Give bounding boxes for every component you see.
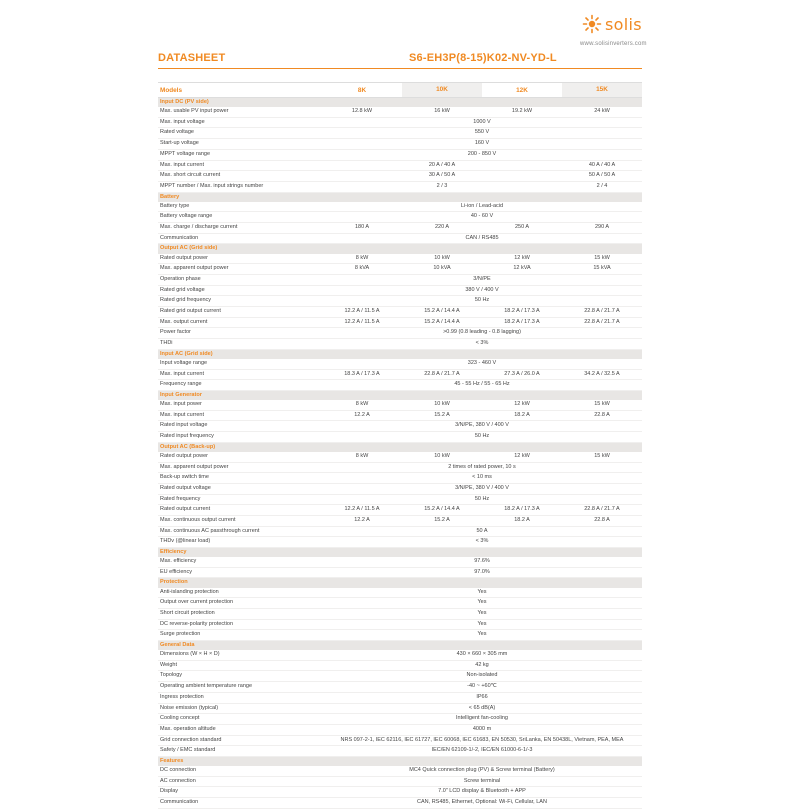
spec-label: MPPT voltage range — [160, 150, 211, 157]
spec-row — [158, 150, 642, 161]
spec-values — [322, 484, 642, 494]
spec-label: Start-up voltage — [160, 140, 199, 147]
spec-row — [158, 118, 642, 129]
spec-row — [158, 128, 642, 139]
spec-values — [322, 766, 642, 776]
spec-row — [158, 254, 642, 265]
spec-values — [322, 725, 642, 735]
spec-row — [158, 568, 642, 579]
spec-value: 550 V — [474, 129, 490, 136]
spec-row — [158, 421, 642, 432]
spec-value: 15.2 A / 14.4 A — [424, 318, 460, 325]
spec-label: Max. continuous AC passthrough current — [160, 527, 260, 534]
spec-value: 15.2 A — [434, 516, 450, 523]
spec-label: THDi — [160, 340, 173, 347]
spec-values — [322, 150, 642, 160]
spec-value: 19.2 kW — [511, 108, 533, 115]
spec-row — [158, 598, 642, 609]
spec-value: 3/N/PE, 380 V / 400 V — [455, 484, 509, 491]
spec-values — [322, 693, 642, 703]
spec-label: Weight — [160, 661, 178, 668]
model-col-15k: 15K — [562, 83, 642, 97]
spec-values — [322, 128, 642, 138]
spec-label: THDv (@linear load) — [160, 538, 211, 545]
spec-label: Rated output power — [160, 452, 209, 459]
spec-row — [158, 473, 642, 484]
spec-label: Topology — [160, 672, 183, 679]
spec-value: 323 - 460 V — [467, 359, 497, 366]
spec-row — [158, 275, 642, 286]
spec-value: 8 kW — [355, 400, 369, 407]
spec-label: Rated output voltage — [160, 484, 211, 491]
spec-row — [158, 400, 642, 411]
spec-row — [158, 650, 642, 661]
spec-row — [158, 495, 642, 506]
spec-value: Li-ion / Lead-acid — [460, 202, 504, 209]
section-header: Protection — [158, 578, 642, 587]
spec-label: Grid connection standard — [160, 736, 222, 743]
spec-values — [322, 746, 642, 756]
section-header: Battery — [158, 193, 642, 202]
spec-row — [158, 505, 642, 516]
spec-row — [158, 537, 642, 548]
spec-values — [322, 452, 642, 462]
spec-row — [158, 777, 642, 788]
section-header: Output AC (Grid side) — [158, 244, 642, 253]
spec-value: 18.2 A / 17.3 A — [504, 506, 540, 513]
spec-label: Max. usable PV input power — [160, 108, 229, 115]
spec-values — [322, 671, 642, 681]
spec-row — [158, 704, 642, 715]
spec-values — [322, 495, 642, 505]
spec-values — [322, 400, 642, 410]
spec-value: 180 A — [354, 224, 370, 231]
spec-label: Rated grid output current — [160, 307, 221, 314]
spec-row — [158, 339, 642, 350]
spec-value: < 3% — [475, 340, 489, 347]
spec-label: Max. apparent output power — [160, 265, 229, 272]
spec-value: 50 A / 50 A — [588, 172, 616, 179]
spec-value: 40 A / 40 A — [588, 161, 616, 168]
spec-value: Yes — [477, 599, 487, 606]
spec-values — [322, 161, 642, 171]
spec-values — [322, 307, 642, 317]
spec-row — [158, 725, 642, 736]
spec-label: Battery type — [160, 202, 190, 209]
spec-row — [158, 202, 642, 213]
spec-values — [322, 202, 642, 212]
spec-label: Rated frequency — [160, 495, 201, 502]
spec-value: 3/N/PE — [473, 275, 491, 282]
spec-value: 1000 V — [473, 118, 491, 125]
spec-row — [158, 746, 642, 757]
spec-values — [322, 328, 642, 338]
spec-values — [322, 620, 642, 630]
spec-row — [158, 766, 642, 777]
spec-label: Max. input current — [160, 370, 205, 377]
spec-values — [322, 537, 642, 547]
spec-value: Screw terminal — [463, 777, 501, 784]
spec-values — [322, 736, 642, 746]
spec-value: -40 ~ +60℃ — [467, 683, 497, 690]
spec-values — [322, 777, 642, 787]
section-header: Features — [158, 757, 642, 766]
spec-row — [158, 661, 642, 672]
spec-row — [158, 527, 642, 538]
spec-value: 12.2 A — [354, 516, 370, 523]
spec-label: Communication — [160, 234, 199, 241]
spec-value: 22.8 A — [594, 411, 610, 418]
spec-row — [158, 787, 642, 798]
spec-label: Safety / EMC standard — [160, 747, 216, 754]
spec-value: 12.2 A / 11.5 A — [344, 307, 380, 314]
spec-label: Max. input power — [160, 400, 202, 407]
spec-label: Output over current protection — [160, 599, 234, 606]
spec-value: Yes — [477, 620, 487, 627]
spec-value: 2 times of rated power, 10 s — [448, 463, 516, 470]
spec-label: Short circuit protection — [160, 609, 215, 616]
spec-value: 42 kg — [475, 661, 489, 668]
spec-value: 20 A / 40 A — [428, 161, 456, 168]
spec-value: 18.2 A / 17.3 A — [504, 307, 540, 314]
spec-label: DC connection — [160, 767, 197, 774]
spec-value: 15 kW — [594, 400, 610, 407]
model-col-12k: 12K — [516, 86, 528, 94]
website-url: www.solisinverters.com — [580, 41, 647, 47]
spec-value: 15.2 A / 14.4 A — [424, 307, 460, 314]
spec-values — [322, 598, 642, 608]
spec-value: 45 - 55 Hz / 55 - 65 Hz — [454, 381, 510, 388]
spec-value: 50 Hz — [474, 297, 490, 304]
spec-value: 430 × 660 × 305 mm — [456, 651, 508, 658]
spec-value: 7.0" LCD display & Bluetooth + APP — [438, 788, 526, 795]
spec-values — [322, 370, 642, 380]
spec-row — [158, 161, 642, 172]
spec-label: Frequency range — [160, 381, 202, 388]
spec-values — [322, 568, 642, 578]
spec-label: Back-up switch time — [160, 474, 209, 481]
spec-value: Non-isolated — [466, 672, 498, 679]
spec-value: 18.3 A / 17.3 A — [344, 370, 380, 377]
spec-values — [322, 682, 642, 692]
spec-value: 50 Hz — [474, 495, 490, 502]
spec-row — [158, 714, 642, 725]
spec-row — [158, 609, 642, 620]
spec-value: 40 - 60 V — [470, 213, 494, 220]
spec-value: 50 Hz — [474, 433, 490, 440]
spec-sections — [158, 98, 642, 809]
sun-icon — [582, 14, 602, 34]
spec-value: CAN, RS485, Ethernet, Optional: Wi-Fi, Cellular, LAN — [417, 799, 547, 806]
spec-label: Max. continuous output current — [160, 516, 236, 523]
spec-values — [322, 473, 642, 483]
spec-row — [158, 234, 642, 245]
spec-value: CAN / RS485 — [465, 234, 499, 241]
spec-row — [158, 264, 642, 275]
spec-value: 18.2 A — [514, 411, 530, 418]
spec-row — [158, 359, 642, 370]
model-col-10k: 10K — [402, 83, 482, 97]
spec-row — [158, 328, 642, 339]
spec-value: 18.2 A — [514, 516, 530, 523]
spec-label: Operating ambient temperature range — [160, 683, 253, 690]
spec-row — [158, 171, 642, 182]
models-header-row — [158, 82, 642, 98]
spec-values — [322, 139, 642, 149]
spec-value: < 65 dB(A) — [468, 704, 496, 711]
spec-label: AC connection — [160, 777, 196, 784]
spec-value: 22.8 A — [594, 516, 610, 523]
spec-value: 250 A — [514, 224, 530, 231]
spec-value: 290 A — [594, 224, 610, 231]
spec-value: 4000 m — [472, 725, 492, 732]
spec-row — [158, 736, 642, 747]
spec-value: 160 V — [474, 140, 490, 147]
spec-value: 8 kVA — [354, 265, 370, 272]
spec-value: 12.2 A / 11.5 A — [344, 318, 380, 325]
spec-value: 18.2 A / 17.3 A — [504, 318, 540, 325]
spec-values — [322, 318, 642, 328]
spec-value: 97.0% — [474, 568, 490, 575]
spec-value: >0.99 (0.8 leading - 0.8 lagging) — [443, 329, 521, 336]
spec-label: Communication — [160, 799, 199, 806]
spec-value: Yes — [477, 609, 487, 616]
spec-values — [322, 421, 642, 431]
spec-value: 3/N/PE, 380 V / 400 V — [455, 422, 509, 429]
spec-value: 22.8 A / 21.7 A — [584, 307, 620, 314]
spec-value: MC4 Quick connection plug (PV) & Screw terminal (Battery) — [409, 767, 555, 774]
spec-values — [322, 223, 642, 233]
solis-logo — [582, 14, 642, 34]
spec-value: 12 kVA — [513, 265, 531, 272]
spec-row — [158, 411, 642, 422]
spec-value: 380 V / 400 V — [465, 286, 499, 293]
spec-row — [158, 380, 642, 391]
spec-label: EU efficiency — [160, 568, 192, 575]
spec-value: 24 kW — [594, 108, 610, 115]
spec-value: < 10 ms — [472, 474, 492, 481]
spec-value: 30 A / 50 A — [428, 172, 456, 179]
spec-value: 15 kW — [594, 452, 610, 459]
spec-value: 15 kVA — [593, 265, 611, 272]
spec-row — [158, 452, 642, 463]
spec-value: NRS 097-2-1, IEC 62116, IEC 61727, IEC 60068, IEC 61683, EN 50530, SriLanka, EN 50438L, Vietnam, PEA, MEA — [340, 736, 624, 743]
spec-label: Input voltage range — [160, 359, 208, 366]
spec-value: 12.8 kW — [351, 108, 373, 115]
spec-value: 2 / 3 — [436, 182, 448, 189]
spec-value: 200 - 850 V — [467, 150, 497, 157]
spec-value: 15.2 A / 14.4 A — [424, 506, 460, 513]
spec-value: 97.6% — [474, 558, 490, 565]
spec-value: Yes — [477, 631, 487, 638]
spec-label: Max. input current — [160, 411, 205, 418]
spec-row — [158, 620, 642, 631]
spec-values — [322, 234, 642, 244]
spec-values — [322, 118, 642, 128]
spec-values — [322, 714, 642, 724]
spec-value: 50 A — [476, 527, 488, 534]
spec-value: 12 kW — [514, 452, 530, 459]
spec-values — [322, 254, 642, 264]
spec-value: 22.8 A / 21.7 A — [424, 370, 460, 377]
spec-values — [322, 516, 642, 526]
spec-row — [158, 432, 642, 443]
spec-value: 16 kW — [434, 108, 450, 115]
title-divider — [158, 68, 642, 69]
spec-label: Max. apparent output power — [160, 463, 229, 470]
spec-label: Rated grid frequency — [160, 297, 212, 304]
page-title: DATASHEET — [158, 52, 226, 64]
spec-value: 12.2 A / 11.5 A — [344, 506, 380, 513]
spec-label: Max. charge / discharge current — [160, 224, 238, 231]
spec-label: Rated output power — [160, 254, 209, 261]
spec-label: MPPT number / Max. input strings number — [160, 182, 264, 189]
spec-values — [322, 182, 642, 192]
spec-value: 15.2 A — [434, 411, 450, 418]
spec-value: 34.2 A / 32.5 A — [584, 370, 620, 377]
spec-values — [322, 463, 642, 473]
spec-row — [158, 463, 642, 474]
spec-value: 8 kW — [355, 254, 369, 261]
spec-label: Noise emission (typical) — [160, 704, 219, 711]
spec-value: 2 / 4 — [596, 182, 608, 189]
spec-row — [158, 107, 642, 118]
spec-label: Surge protection — [160, 631, 201, 638]
spec-value: 10 kW — [434, 452, 450, 459]
section-header: Input AC (Grid side) — [158, 350, 642, 359]
spec-value: 8 kW — [355, 452, 369, 459]
spec-values — [322, 661, 642, 671]
spec-values — [322, 212, 642, 222]
spec-value: Intelligent fan-cooling — [456, 715, 508, 722]
spec-label: Rated output current — [160, 506, 211, 513]
spec-label: Anti-islanding protection — [160, 588, 219, 595]
spec-row — [158, 139, 642, 150]
spec-values — [322, 630, 642, 640]
spec-row — [158, 307, 642, 318]
spec-label: Max. short circuit current — [160, 172, 221, 179]
spec-label: Max. efficiency — [160, 558, 197, 565]
spec-value: 12.2 A — [354, 411, 370, 418]
spec-value: 15 kW — [594, 254, 610, 261]
spec-row — [158, 318, 642, 329]
spec-row — [158, 296, 642, 307]
spec-value: 22.8 A / 21.7 A — [584, 506, 620, 513]
section-header: Efficiency — [158, 548, 642, 557]
spec-values — [322, 380, 642, 390]
spec-row — [158, 286, 642, 297]
spec-value: 220 A — [434, 224, 450, 231]
spec-values — [322, 296, 642, 306]
spec-row — [158, 182, 642, 193]
spec-row — [158, 671, 642, 682]
model-title: S6-EH3P(8-15)K02-NV-YD-L — [409, 52, 557, 64]
spec-label: Rated voltage — [160, 129, 194, 136]
spec-label: Max. input voltage — [160, 118, 205, 125]
spec-label: Display — [160, 788, 179, 795]
spec-label: Rated input voltage — [160, 422, 208, 429]
section-header: General Data — [158, 641, 642, 650]
spec-values — [322, 339, 642, 349]
spec-label: Operation phase — [160, 275, 201, 282]
spec-value: IEC/EN 62109-1/-2, IEC/EN 61000-6-1/-3 — [431, 747, 533, 754]
spec-value: 10 kVA — [433, 265, 451, 272]
spec-row — [158, 630, 642, 641]
spec-value: 22.8 A / 21.7 A — [584, 318, 620, 325]
spec-values — [322, 505, 642, 515]
model-col-8k: 8K — [357, 86, 367, 94]
spec-values — [322, 527, 642, 537]
spec-value: 10 kW — [434, 400, 450, 407]
spec-label: Max. input current — [160, 161, 205, 168]
spec-values — [322, 787, 642, 797]
spec-values — [322, 609, 642, 619]
spec-value: < 3% — [475, 538, 489, 545]
spec-label: Dimensions (W × H × D) — [160, 651, 220, 658]
spec-row — [158, 682, 642, 693]
spec-label: Rated grid voltage — [160, 286, 205, 293]
spec-label: Max. output current — [160, 318, 208, 325]
spec-label: Max. operation altitude — [160, 725, 216, 732]
spec-value: IP66 — [476, 693, 488, 700]
spec-row — [158, 557, 642, 568]
spec-value: 12 kW — [514, 254, 530, 261]
spec-values — [322, 704, 642, 714]
spec-row — [158, 223, 642, 234]
spec-values — [322, 107, 642, 117]
spec-row — [158, 370, 642, 381]
spec-row — [158, 693, 642, 704]
spec-values — [322, 411, 642, 421]
section-header: Output AC (Back-up) — [158, 443, 642, 452]
section-header: Input Generator — [158, 391, 642, 400]
spec-values — [322, 275, 642, 285]
spec-row — [158, 484, 642, 495]
spec-label: Cooling concept — [160, 715, 200, 722]
spec-label: Battery voltage range — [160, 213, 213, 220]
spec-label: Ingress protection — [160, 693, 204, 700]
spec-label: Rated input frequency — [160, 433, 214, 440]
spec-values — [322, 432, 642, 442]
spec-value: 12 kW — [514, 400, 530, 407]
section-header: Input DC (PV side) — [158, 98, 642, 107]
spec-values — [322, 650, 642, 660]
spec-values — [322, 264, 642, 274]
spec-value: Yes — [477, 588, 487, 595]
spec-values — [322, 557, 642, 567]
spec-row — [158, 588, 642, 599]
spec-values — [322, 588, 642, 598]
models-label: Models — [160, 86, 183, 94]
spec-table — [158, 82, 642, 809]
spec-label: DC reverse-polarity protection — [160, 620, 234, 627]
spec-row — [158, 516, 642, 527]
spec-value: 27.3 A / 26.0 A — [504, 370, 540, 377]
spec-values — [322, 171, 642, 181]
logo-text: solis — [605, 14, 642, 34]
spec-label: Power factor — [160, 329, 191, 336]
spec-values — [322, 359, 642, 369]
spec-row — [158, 212, 642, 223]
spec-values — [322, 286, 642, 296]
spec-value: 10 kW — [434, 254, 450, 261]
